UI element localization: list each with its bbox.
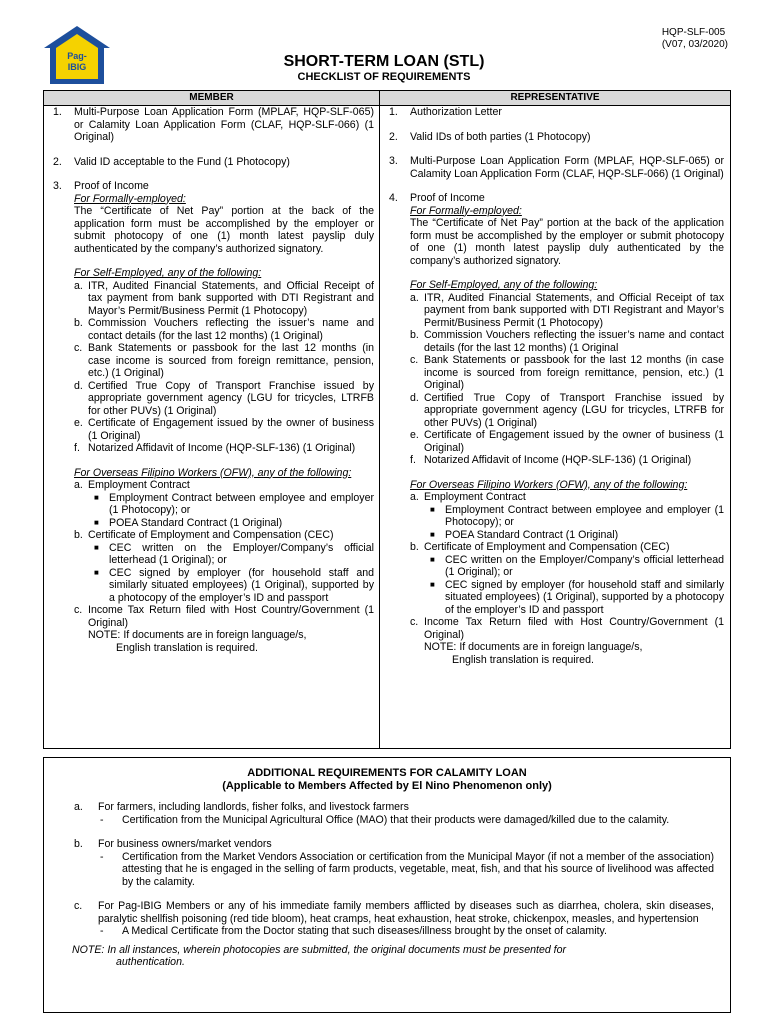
member-note: NOTE: If documents are in foreign language/s, bbox=[88, 629, 307, 641]
list-item: c. Bank Statements or passbook for the last 12 months (in case income is sourced from foreign remittance, pension, etc.) (1 Original) bbox=[74, 342, 374, 379]
list-detail: - Certification from the Market Vendors Association or certification from the Municipal Mayor (if not a member of the association) attesting that he is engaged in the selling of farm products, vegetable, meat, fish, and that his source of livelihood was affected by the calamity. bbox=[100, 850, 714, 888]
bullet-item: ■ Employment Contract between employee and employer (1 Photocopy); or bbox=[430, 503, 724, 528]
member-note-cont: English translation is required. bbox=[116, 641, 258, 654]
representative-column-header: REPRESENTATIVE bbox=[380, 91, 730, 106]
list-item: a. Employment Contract bbox=[410, 491, 526, 503]
final-note-cont: authentication. bbox=[116, 956, 185, 968]
bullet-item: ■ POEA Standard Contract (1 Original) bbox=[430, 528, 619, 541]
bullet-item: ■ CEC written on the Employer/Company’s official letterhead (1 Original); or bbox=[94, 541, 374, 566]
list-item: d. Certified True Copy of Transport Franchise issued by appropriate government agency (LGU for tricycles, LTRFB for other PUVs) (1 Original) bbox=[410, 391, 724, 429]
list-item: a. ITR, Audited Financial Statements, and Official Receipt of tax payment from bank supported with DTI Registrant and Mayor’s Permit/Business Permit (1 Photocopy) bbox=[74, 279, 374, 317]
list-item: a. Employment Contract bbox=[74, 479, 190, 491]
list-item: e. Certificate of Engagement issued by the owner of business (1 Original) bbox=[410, 429, 724, 454]
list-item: c. Bank Statements or passbook for the last 12 months (in case income is sourced from foreign remittance, pension, etc.) (1 Original) bbox=[410, 354, 724, 391]
bullet-item: ■ CEC signed by employer (for household staff and similarly situated employees) (1 Original), supported by a photocopy of the employer’s ID and passport bbox=[430, 578, 724, 616]
list-item: b. For business owners/market vendors bbox=[74, 838, 272, 850]
rep-note-cont: English translation is required. bbox=[452, 653, 594, 666]
page-title: SHORT-TERM LOAN (STL) bbox=[283, 53, 485, 70]
logo-text-2: IBIG bbox=[67, 62, 87, 72]
rep-item: 3. Multi-Purpose Loan Application Form (MPLAF, HQP-SLF-065) or Calamity Loan Application Form (CLAF, HQP-SLF-066) (1 Original) bbox=[389, 155, 724, 180]
list-item: c. Income Tax Return filed with Host Country/Government (1 Original) bbox=[410, 616, 724, 641]
list-item: b. Commission Vouchers reflecting the issuer’s name and contact details (for the last 12 months) (1 Original) bbox=[74, 317, 374, 342]
list-item: b. Commission Vouchers reflecting the issuer’s name and contact details (for the last 12 months) (1 Original bbox=[410, 329, 724, 354]
list-detail: - A Medical Certificate from the Doctor stating that such diseases/illness brought by the onset of calamity. bbox=[100, 925, 607, 937]
additional-heading: ADDITIONAL REQUIREMENTS FOR CALAMITY LOAN bbox=[247, 767, 527, 779]
page-subtitle: CHECKLIST OF REQUIREMENTS bbox=[297, 71, 471, 83]
list-item: b. Certificate of Employment and Compensation (CEC) bbox=[410, 541, 670, 553]
list-item: c. For Pag-IBIG Members or any of his immediate family members afflicted by diseases such as diarrhea, cholera, skin diseases, paralytic shellfish poisoning (red tide bloom), heat cramps, heat exhaustion, heat stroke, chickenpox, measles, and hypertension bbox=[74, 900, 714, 925]
ofw-heading: For Overseas Filipino Workers (OFW), any of the following: bbox=[410, 478, 688, 491]
column-divider bbox=[379, 91, 380, 748]
form-code-block bbox=[662, 27, 728, 51]
logo-text-1: Pag- bbox=[67, 51, 87, 61]
form-code: HQP-SLF-005 bbox=[661, 27, 726, 38]
list-item: f. Notarized Affidavit of Income (HQP-SLF-136) (1 Original) bbox=[74, 442, 356, 454]
formal-heading: For Formally-employed: bbox=[74, 192, 186, 205]
list-item: b. Certificate of Employment and Compensation (CEC) bbox=[74, 529, 334, 541]
additional-subheading: (Applicable to Members Affected by El Nino Phenomenon only) bbox=[222, 779, 552, 792]
list-item: e. Certificate of Engagement issued by the owner of business (1 Original) bbox=[74, 417, 374, 442]
list-detail: - Certification from the Municipal Agricultural Office (MAO) that their products were damaged/killed due to the calamity. bbox=[100, 813, 670, 826]
list-item: f. Notarized Affidavit of Income (HQP-SLF-136) (1 Original) bbox=[410, 454, 692, 466]
list-item: c. Income Tax Return filed with Host Country/Government (1 Original) bbox=[74, 604, 374, 629]
form-version: (V07, 03/2020) bbox=[661, 39, 728, 50]
list-item: d. Certified True Copy of Transport Franchise issued by appropriate government agency (LGU for tricycles, LTRFB for other PUVs) (1 Original) bbox=[74, 379, 374, 417]
bullet-item: ■ Employment Contract between employee and employer (1 Photocopy); or bbox=[94, 491, 374, 516]
formal-text: The “Certificate of Net Pay” portion at the back of the application form must be accomplished by the employer or submit photocopy of one (1) month latest payslip duly authenticated by the company’s authorized signatory. bbox=[410, 217, 724, 267]
rep-item: 4. Proof of Income bbox=[389, 192, 485, 204]
self-employed-heading: For Self-Employed, any of the following: bbox=[410, 279, 598, 291]
representative-column bbox=[384, 106, 724, 666]
bullet-item: ■ CEC written on the Employer/Company’s official letterhead (1 Original); or bbox=[430, 553, 724, 578]
bullet-item: ■ POEA Standard Contract (1 Original) bbox=[94, 516, 283, 529]
rep-note: NOTE: If documents are in foreign language/s, bbox=[424, 641, 643, 653]
member-item: 2. Valid ID acceptable to the Fund (1 Photocopy) bbox=[53, 155, 290, 168]
additional-body bbox=[72, 801, 714, 969]
checklist-table bbox=[43, 90, 731, 749]
final-note: NOTE: In all instances, wherein photocopies are submitted, the original documents must be presented for bbox=[72, 943, 567, 956]
formal-heading: For Formally-employed: bbox=[410, 204, 522, 217]
member-column bbox=[48, 106, 374, 654]
bullet-item: ■ CEC signed by employer (for household staff and similarly situated employees) (1 Original), supported by a photocopy of the employer’s ID and passport bbox=[94, 566, 374, 604]
member-item: 1. Multi-Purpose Loan Application Form (MPLAF, HQP-SLF-065) or Calamity Loan Application Form (CLAF, HQP-SLF-066) (1 Original) bbox=[53, 106, 374, 143]
formal-text: The “Certificate of Net Pay” portion at the back of the application form must be accomplished by the employer or submit photocopy of one (1) month latest payslip duly authenticated by the company’s authorized signatory. bbox=[74, 205, 374, 255]
ofw-heading: For Overseas Filipino Workers (OFW), any of the following: bbox=[74, 466, 352, 479]
rep-item: 2. Valid IDs of both parties (1 Photocopy) bbox=[389, 130, 591, 143]
self-employed-heading: For Self-Employed, any of the following: bbox=[74, 267, 262, 279]
member-column-header: MEMBER bbox=[44, 91, 380, 106]
additional-requirements-box bbox=[43, 757, 731, 1013]
member-item: 3. Proof of Income bbox=[53, 180, 149, 192]
list-item: a. ITR, Audited Financial Statements, and Official Receipt of tax payment from bank supported with DTI Registrant and Mayor’s Permit/Business Permit (1 Photocopy) bbox=[410, 291, 724, 329]
rep-item: 1. Authorization Letter bbox=[389, 106, 502, 118]
list-item: a. For farmers, including landlords, fisher folks, and livestock farmers bbox=[74, 801, 409, 813]
